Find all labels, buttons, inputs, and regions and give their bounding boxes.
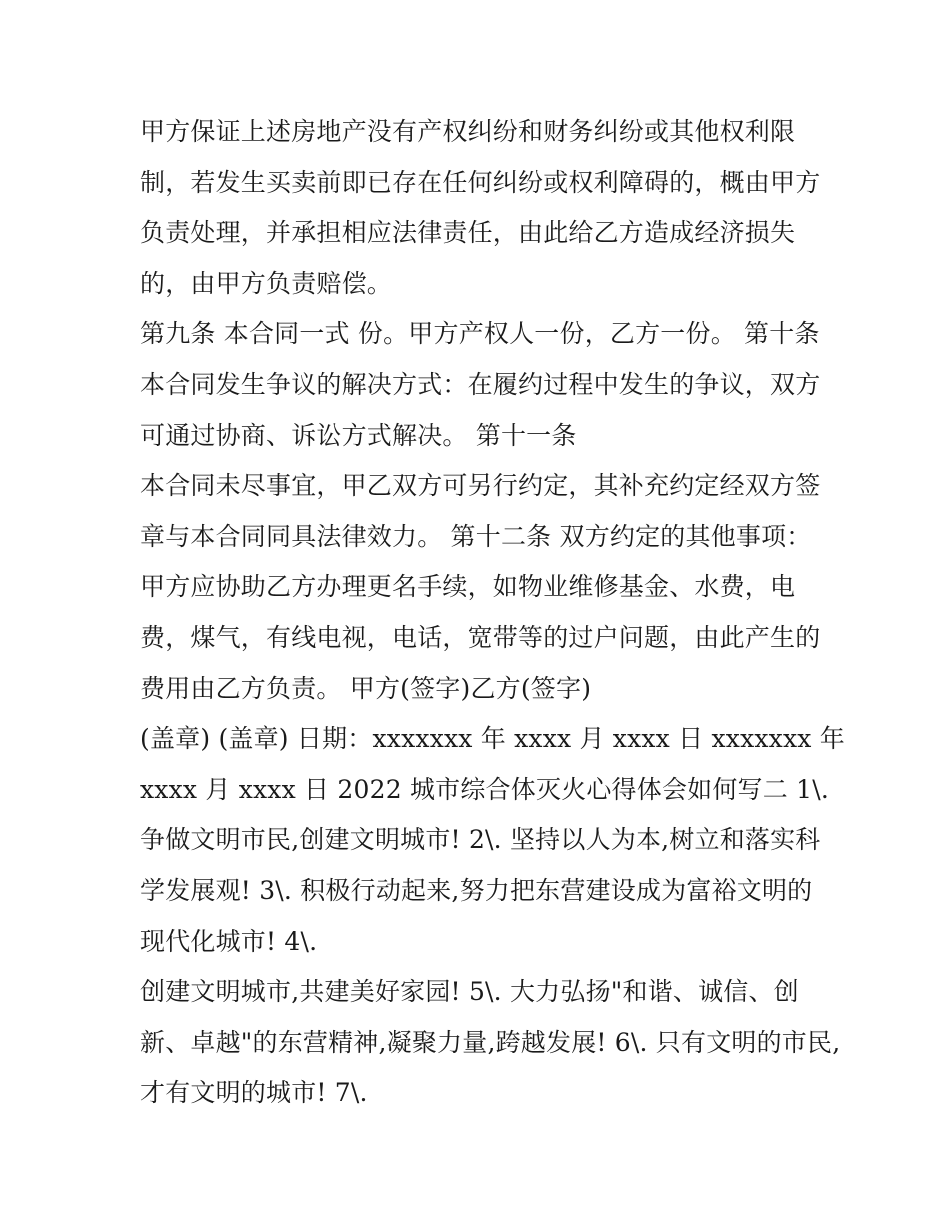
text-line: 可通过协商、诉讼方式解决。 第十一条 [140,420,577,450]
text-line: 费，煤气，有线电视，电话，宽带等的过户问题，由此产生的 [140,622,821,652]
text-line: 本合同发生争议的解决方式：在履约过程中发生的争议，双方 [140,369,821,399]
text-line: xxxx 月 xxxx 日 2022 城市综合体灭火心得体会如何写二 1\. [140,774,829,804]
text-line: 制，若发生买卖前即已存在任何纠纷或权利障碍的，概由甲方 [140,167,821,197]
text-line: 甲方保证上述房地产没有产权纠纷和财务纠纷或其他权利限 [140,117,796,146]
text-line: 新、卓越"的东营精神,凝聚力量,跨越发展! 6\. 只有文明的市民, [140,1027,841,1057]
text-line: 甲方应协助乙方办理更名手续，如物业维修基金、水费，电 [140,572,796,602]
text-line: 第九条 本合同一式 份。甲方产权人一份，乙方一份。 第十条 [140,319,820,349]
text-line: 才有文明的城市! 7\. [140,1078,368,1108]
text-line: 章与本合同同具法律效力。 第十二条 双方约定的其他事项： [140,521,812,551]
document-body [140,107,845,1119]
text-line: (盖章) (盖章) 日期：xxxxxxx 年 xxxx 月 xxxx 日 xxxxxxx 年 [140,724,845,754]
text-line: 创建文明城市,共建美好家园! 5\. 大力弘扬"和谐、诚信、创 [140,977,799,1007]
text-line: 的，由甲方负责赔偿。 [140,268,393,298]
text-line: 学发展观! 3\. 积极行动起来,努力把东营建设成为富裕文明的 [140,875,813,905]
text-line: 现代化城市! 4\. [140,926,318,956]
text-line: 费用由乙方负责。 甲方(签字)乙方(签字) [140,673,592,703]
text-line: 争做文明市民,创建文明城市! 2\. 坚持以人为本,树立和落实科 [140,825,821,855]
text-line: 本合同未尽事宜，甲乙双方可另行约定，其补充约定经双方签 [140,471,821,501]
text-line: 负责处理，并承担相应法律责任，由此给乙方造成经济损失 [140,218,796,248]
